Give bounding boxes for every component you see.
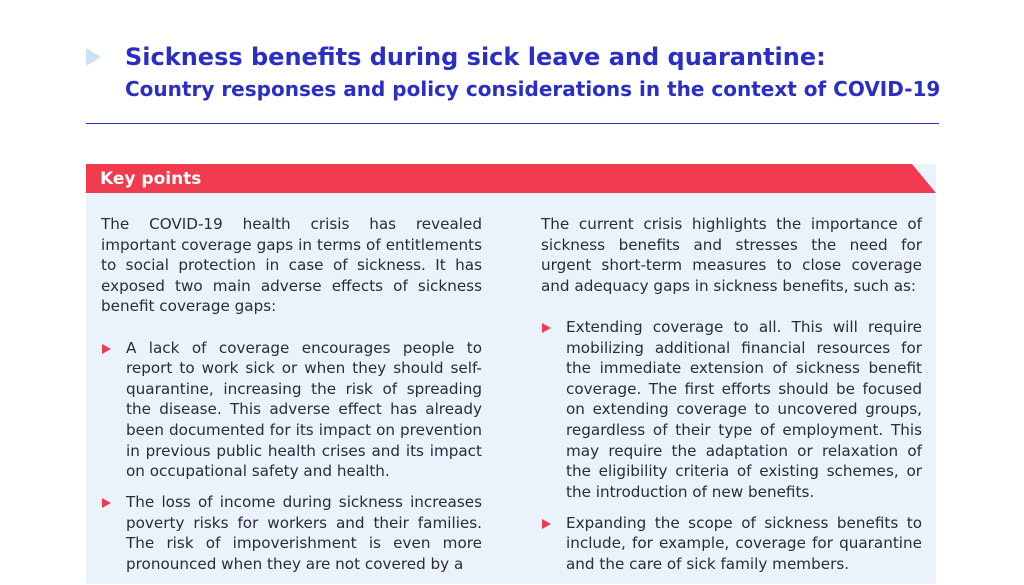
left-intro-paragraph: The COVID-19 health crisis has revealed important coverage gaps in terms of entitlements to social protection in case of sickness. It has exposed two main adverse effects of sickness benefit coverage gaps:	[101, 215, 482, 316]
bullet-triangle-icon	[542, 519, 551, 529]
right-column	[541, 214, 922, 585]
bullet-text: Extending coverage to all. This will require mobilizing additional financial resources for the immediate extension of sickness benefit coverage. The first efforts should be focused on extending coverage to uncovered groups, regardless of their type of employment. This may require the adaptation or relaxation of the eligibility criteria of existing schemes, or the introduction of new benefits.	[566, 317, 922, 501]
bullet-text: A lack of coverage encourages people to report to work sick or when they should self-quarantine, increasing the risk of spreading the disease. This adverse effect has already been documented for its impact on prevention in previous public health crises and its impact on occupational safety and health.	[126, 338, 482, 481]
bullet-triangle-icon	[102, 344, 111, 354]
title-divider	[86, 123, 939, 124]
bullet-text: Expanding the scope of sickness benefits to include, for example, coverage for quarantine and the care of sick family members.	[566, 513, 922, 573]
list-item	[541, 317, 922, 502]
left-bullet-list	[101, 338, 482, 575]
list-item	[101, 492, 482, 574]
key-points-heading: Key points	[100, 169, 202, 189]
title-arrow-icon	[86, 48, 101, 66]
bullet-triangle-icon	[102, 498, 111, 508]
bullet-text: The loss of income during sickness increases poverty risks for workers and their families. The risk of impoverishment is even more pronounced when they are not covered by a	[126, 493, 482, 573]
left-column	[101, 214, 482, 585]
right-bullet-list	[541, 317, 922, 575]
list-item	[541, 513, 922, 575]
key-points-banner	[86, 164, 936, 193]
page-subtitle: Country responses and policy considerations in the context of COVID-19	[125, 77, 941, 101]
page-title: Sickness benefits during sick leave and quarantine:	[125, 43, 826, 71]
bullet-triangle-icon	[542, 323, 551, 333]
list-item	[101, 338, 482, 482]
title-block	[125, 40, 964, 104]
right-intro-paragraph: The current crisis highlights the importance of sickness benefits and stresses the need for urgent short-term measures to close coverage and adequacy gaps in sickness benefits, such as:	[541, 215, 922, 295]
